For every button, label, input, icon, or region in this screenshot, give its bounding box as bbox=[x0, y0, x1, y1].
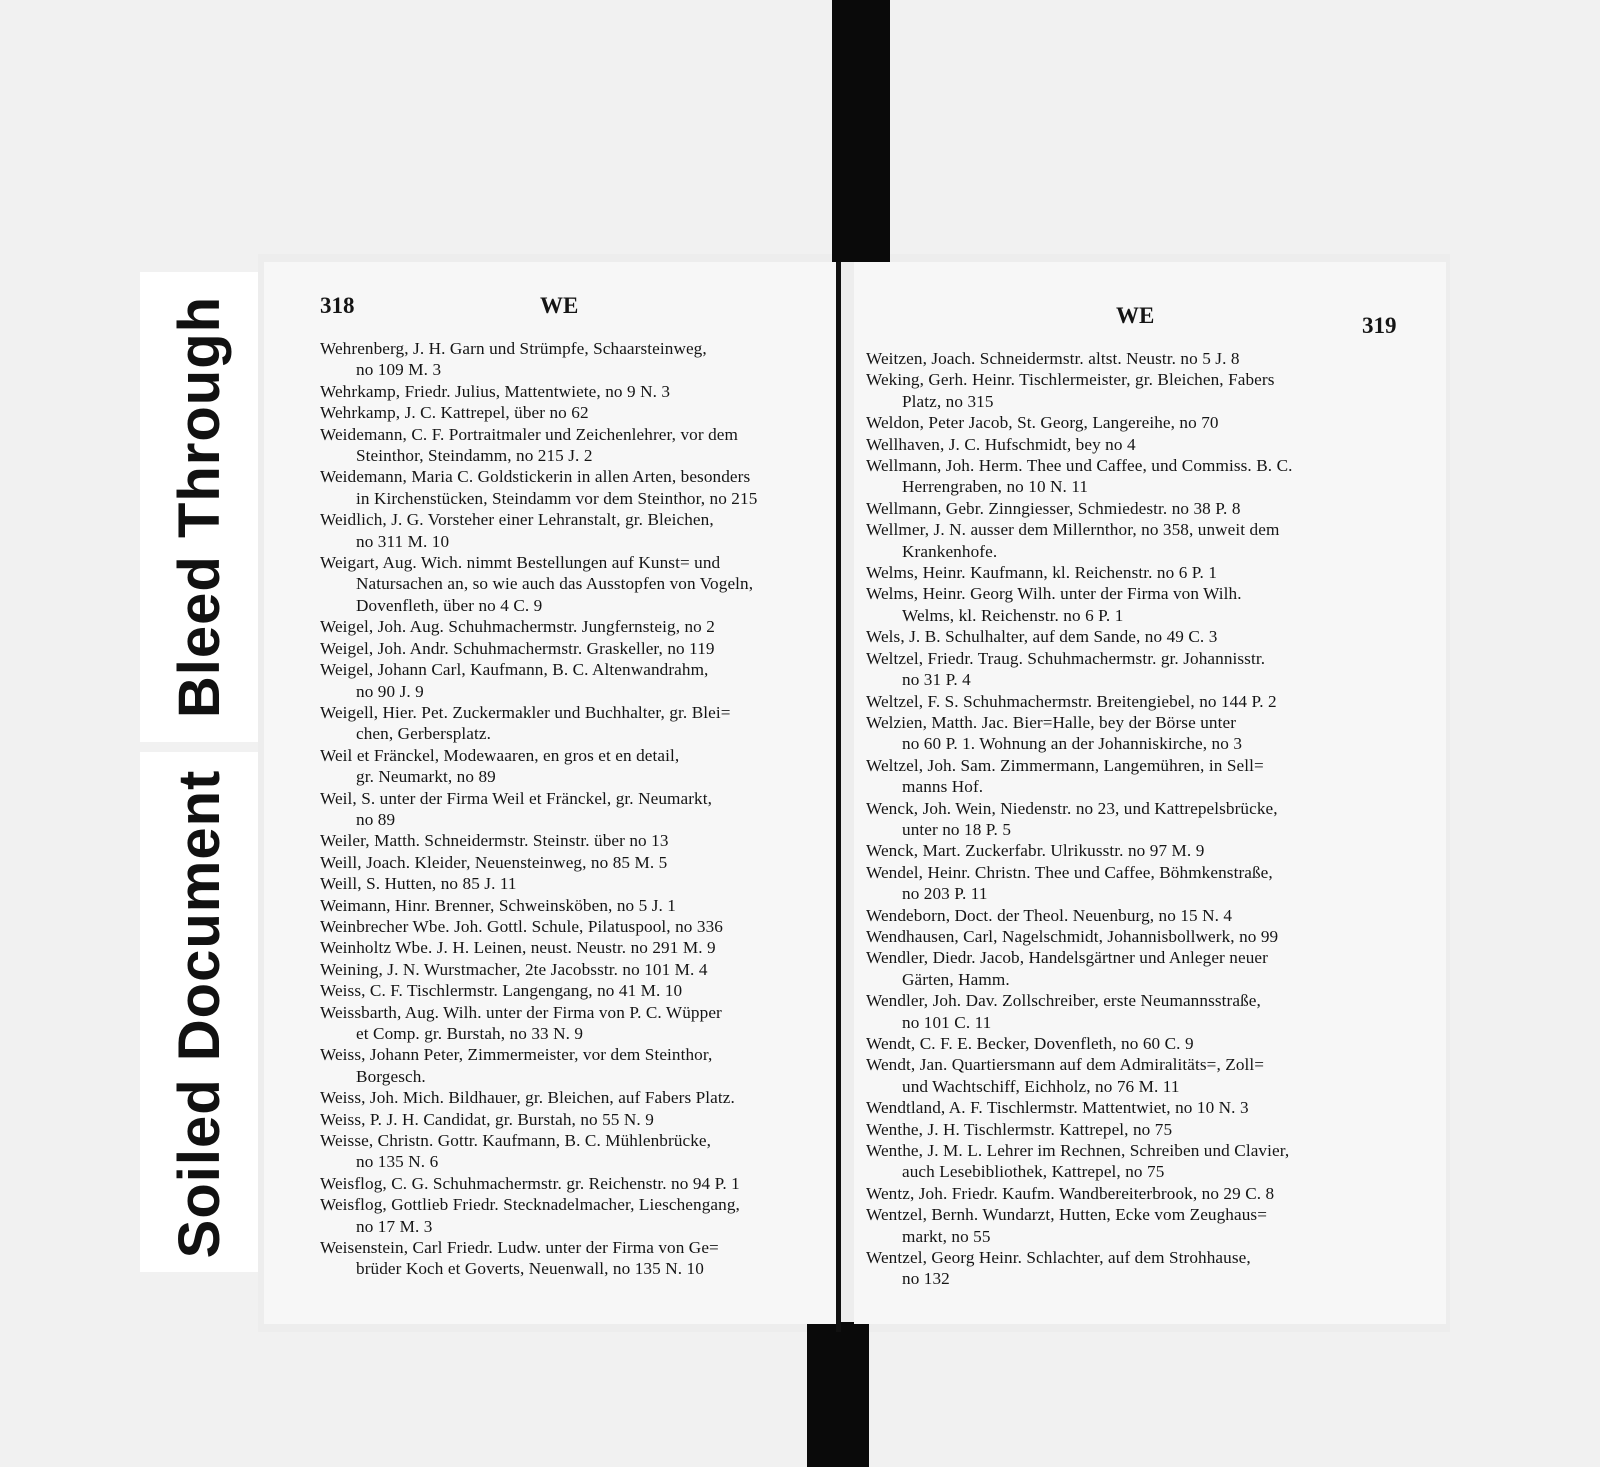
entry-continuation: no 90 J. 9 bbox=[356, 681, 424, 701]
directory-entry bbox=[866, 1097, 1416, 1118]
entry-line: Weimann, Hinr. Brenner, Schweinsköben, no 5 J. 1 bbox=[320, 895, 676, 915]
entry-line: Weil et Fränckel, Modewaaren, en gros et en detail, bbox=[320, 745, 680, 765]
entry-line: Weill, S. Hutten, no 85 J. 11 bbox=[320, 874, 517, 894]
entry-line: Wendt, C. F. E. Becker, Dovenfleth, no 60 C. 9 bbox=[866, 1034, 1194, 1053]
entry-continuation: no 89 bbox=[356, 809, 396, 829]
entry-continuation: no 109 M. 3 bbox=[356, 360, 442, 380]
directory-entry bbox=[866, 1119, 1416, 1140]
directory-entry bbox=[866, 1183, 1416, 1204]
entry-line: Welzien, Matth. Jac. Bier=Halle, bey der Börse unter bbox=[866, 712, 1237, 732]
directory-entry bbox=[320, 659, 830, 702]
directory-entry bbox=[320, 509, 830, 552]
entry-continuation: unter no 18 P. 5 bbox=[902, 819, 1012, 839]
entry-line: Wenthe, J. H. Tischlermstr. Kattrepel, no 75 bbox=[866, 1119, 1173, 1139]
directory-entry bbox=[320, 1044, 830, 1087]
entry-line: Weigart, Aug. Wich. nimmt Bestellungen auf Kunst= und bbox=[320, 553, 721, 573]
entry-line: Weidemann, Maria C. Goldstickerin in allen Arten, besonders bbox=[320, 467, 751, 487]
entry-line: Wentz, Joh. Friedr. Kaufm. Wandbereiterbrook, no 29 C. 8 bbox=[866, 1183, 1275, 1203]
directory-entry bbox=[866, 755, 1416, 798]
directory-entries bbox=[866, 348, 1416, 1290]
directory-entry bbox=[866, 862, 1416, 905]
entry-line: Weinbrecher Wbe. Joh. Gottl. Schule, Pilatuspool, no 336 bbox=[320, 916, 723, 936]
directory-entry bbox=[320, 616, 830, 637]
entry-continuation: gr. Neumarkt, no 89 bbox=[356, 767, 496, 787]
entry-continuation: chen, Gerbersplatz. bbox=[356, 724, 492, 744]
directory-entry bbox=[320, 895, 830, 916]
directory-entry bbox=[320, 830, 830, 851]
directory-entry bbox=[866, 1247, 1416, 1290]
entry-line: Weigel, Johann Carl, Kaufmann, B. C. Altenwandrahm, bbox=[320, 660, 709, 680]
entry-continuation: brüder Koch et Goverts, Neuenwall, no 135 N. 10 bbox=[356, 1259, 704, 1279]
entry-continuation: markt, no 55 bbox=[902, 1226, 991, 1246]
directory-entry bbox=[866, 947, 1416, 990]
entry-continuation: Krankenhofe. bbox=[902, 541, 998, 561]
entry-line: Weiss, C. F. Tischlermstr. Langengang, no 41 M. 10 bbox=[320, 981, 683, 1001]
entry-line: Weldon, Peter Jacob, St. Georg, Langereihe, no 70 bbox=[866, 413, 1219, 433]
entry-continuation: Welms, kl. Reichenstr. no 6 P. 1 bbox=[902, 605, 1124, 625]
entry-continuation: no 17 M. 3 bbox=[356, 1216, 433, 1236]
directory-entry bbox=[866, 990, 1416, 1033]
entry-line: Weil, S. unter der Firma Weil et Fränckel, gr. Neumarkt, bbox=[320, 788, 712, 808]
entry-line: Wehrkamp, J. C. Kattrepel, über no 62 bbox=[320, 403, 589, 423]
entry-continuation: Dovenfleth, über no 4 C. 9 bbox=[356, 595, 543, 615]
entry-line: Weltzel, F. S. Schuhmachermstr. Breitengiebel, no 144 P. 2 bbox=[866, 691, 1277, 711]
entry-line: Weltzel, Friedr. Traug. Schuhmachermstr. gr. Johannisstr. bbox=[866, 648, 1266, 668]
entry-line: Weidlich, J. G. Vorsteher einer Lehranstalt, gr. Bleichen, bbox=[320, 510, 714, 530]
directory-entry bbox=[866, 626, 1416, 647]
entry-line: Weisse, Christn. Gottr. Kaufmann, B. C. Mühlenbrücke, bbox=[320, 1131, 712, 1151]
directory-entry bbox=[866, 348, 1416, 369]
entry-line: Wehrenberg, J. H. Garn und Strümpfe, Schaarsteinweg, bbox=[320, 339, 707, 358]
directory-entries bbox=[320, 338, 830, 1280]
directory-entry bbox=[866, 434, 1416, 455]
entry-continuation: und Wachtschiff, Eichholz, no 76 M. 11 bbox=[902, 1076, 1180, 1096]
directory-entry bbox=[320, 466, 830, 509]
entry-line: Weidemann, C. F. Portraitmaler und Zeichenlehrer, vor dem bbox=[320, 424, 738, 444]
directory-entry bbox=[320, 338, 830, 381]
entry-line: Weisflog, C. G. Schuhmachermstr. gr. Reichenstr. no 94 P. 1 bbox=[320, 1173, 740, 1193]
entry-continuation: Steinthor, Steindamm, no 215 J. 2 bbox=[356, 446, 593, 466]
entry-line: Weiss, Joh. Mich. Bildhauer, gr. Bleichen, auf Fabers Platz. bbox=[320, 1088, 735, 1108]
entry-continuation: no 311 M. 10 bbox=[356, 531, 450, 551]
directory-entry bbox=[320, 1087, 830, 1108]
directory-entry bbox=[866, 712, 1416, 755]
entry-continuation: Gärten, Hamm. bbox=[902, 969, 1010, 989]
entry-line: Weining, J. N. Wurstmacher, 2te Jacobsstr. no 101 M. 4 bbox=[320, 959, 708, 979]
entry-line: Weinholtz Wbe. J. H. Leinen, neust. Neustr. no 291 M. 9 bbox=[320, 938, 716, 958]
directory-entry bbox=[866, 1204, 1416, 1247]
directory-entry bbox=[866, 1054, 1416, 1097]
directory-entry bbox=[866, 926, 1416, 947]
directory-entry bbox=[866, 840, 1416, 861]
entry-line: Weissbarth, Aug. Wilh. unter der Firma von P. C. Wüpper bbox=[320, 1002, 722, 1022]
directory-entry bbox=[866, 798, 1416, 841]
directory-entry bbox=[320, 1173, 830, 1194]
stamp-label-bleed-through bbox=[140, 272, 260, 742]
directory-entry bbox=[320, 1002, 830, 1045]
entry-line: Weisflog, Gottlieb Friedr. Stecknadelmacher, Lieschengang, bbox=[320, 1195, 740, 1215]
directory-entry bbox=[320, 852, 830, 873]
entry-continuation: no 135 N. 6 bbox=[356, 1152, 439, 1172]
directory-entry bbox=[320, 745, 830, 788]
directory-entry bbox=[320, 937, 830, 958]
entry-line: Wellmann, Gebr. Zinngiesser, Schmiedestr. no 38 P. 8 bbox=[866, 498, 1241, 518]
directory-entry bbox=[320, 1130, 830, 1173]
entry-line: Wendler, Diedr. Jacob, Handelsgärtner und Anleger neuer bbox=[866, 948, 1268, 968]
entry-line: Weitzen, Joach. Schneidermstr. altst. Neustr. no 5 J. 8 bbox=[866, 349, 1240, 368]
entry-line: Weiss, Johann Peter, Zimmermeister, vor dem Steinthor, bbox=[320, 1045, 713, 1065]
directory-entry bbox=[866, 583, 1416, 626]
entry-continuation: no 101 C. 11 bbox=[902, 1012, 992, 1032]
entry-line: Wellmer, J. N. ausser dem Millernthor, no 358, unweit dem bbox=[866, 520, 1280, 540]
entry-continuation: auch Lesebibliothek, Kattrepel, no 75 bbox=[902, 1162, 1165, 1182]
directory-entry bbox=[320, 1237, 830, 1280]
directory-entry bbox=[866, 412, 1416, 433]
entry-line: Wentzel, Bernh. Wundarzt, Hutten, Ecke vom Zeughaus= bbox=[866, 1205, 1268, 1225]
directory-entry bbox=[320, 980, 830, 1001]
entry-line: Wenthe, J. M. L. Lehrer im Rechnen, Schreiben und Clavier, bbox=[866, 1141, 1290, 1161]
directory-entry bbox=[866, 455, 1416, 498]
entry-line: Weigel, Joh. Andr. Schuhmachermstr. Graskeller, no 119 bbox=[320, 638, 715, 658]
entry-line: Weiss, P. J. H. Candidat, gr. Burstah, no 55 N. 9 bbox=[320, 1109, 654, 1129]
entry-continuation: no 203 P. 11 bbox=[902, 884, 988, 904]
page-gutter bbox=[836, 262, 841, 1332]
directory-entry bbox=[866, 691, 1416, 712]
entry-line: Wendtland, A. F. Tischlermstr. Mattentwiet, no 10 N. 3 bbox=[866, 1098, 1249, 1118]
right-page bbox=[854, 262, 1446, 1324]
entry-line: Weill, Joach. Kleider, Neuensteinweg, no 85 M. 5 bbox=[320, 852, 668, 872]
directory-entry bbox=[320, 638, 830, 659]
entry-line: Weiler, Matth. Schneidermstr. Steinstr. über no 13 bbox=[320, 831, 669, 851]
binding-strip-top bbox=[832, 0, 890, 262]
directory-entry bbox=[866, 648, 1416, 691]
stamp-text-soiled-document: Soiled Document bbox=[167, 769, 232, 1259]
directory-entry bbox=[320, 916, 830, 937]
directory-entry bbox=[320, 381, 830, 402]
entry-continuation: Natursachen an, so wie auch das Ausstopfen von Vogeln, bbox=[356, 574, 754, 594]
page-number: 319 bbox=[1362, 313, 1397, 338]
binding-strip-bottom bbox=[807, 1322, 869, 1467]
entry-line: Weltzel, Joh. Sam. Zimmermann, Langemühren, in Sell= bbox=[866, 755, 1264, 775]
directory-entry bbox=[320, 1109, 830, 1130]
entry-continuation: no 132 bbox=[902, 1269, 950, 1289]
directory-entry bbox=[866, 1033, 1416, 1054]
entry-line: Wellhaven, J. C. Hufschmidt, bey no 4 bbox=[866, 434, 1136, 454]
left-page bbox=[264, 262, 840, 1324]
directory-entry bbox=[866, 1140, 1416, 1183]
entry-line: Wendeborn, Doct. der Theol. Neuenburg, no 15 N. 4 bbox=[866, 905, 1233, 925]
entry-line: Wenck, Joh. Wein, Niedenstr. no 23, und Kattrepelsbrücke, bbox=[866, 798, 1278, 818]
entry-line: Welms, Heinr. Georg Wilh. unter der Firma von Wilh. bbox=[866, 584, 1242, 604]
entry-line: Weking, Gerh. Heinr. Tischlermeister, gr. Bleichen, Fabers bbox=[866, 370, 1275, 390]
page-header: WE bbox=[1116, 303, 1155, 328]
entry-line: Wendler, Joh. Dav. Zollschreiber, erste Neumannsstraße, bbox=[866, 991, 1261, 1011]
entry-continuation: Herrengraben, no 10 N. 11 bbox=[902, 477, 1089, 497]
entry-line: Wendel, Heinr. Christn. Thee und Caffee, Böhmkenstraße, bbox=[866, 862, 1273, 882]
entry-line: Wels, J. B. Schulhalter, auf dem Sande, no 49 C. 3 bbox=[866, 627, 1218, 647]
stamp-text-bleed-through: Bleed Through bbox=[167, 295, 232, 719]
directory-entry bbox=[866, 498, 1416, 519]
entry-continuation: in Kirchenstücken, Steindamm vor dem Steinthor, no 215 bbox=[356, 488, 758, 508]
directory-entry bbox=[320, 424, 830, 467]
entry-line: Weigel, Joh. Aug. Schuhmachermstr. Jungfernsteig, no 2 bbox=[320, 617, 715, 637]
directory-entry bbox=[866, 562, 1416, 583]
directory-entry bbox=[320, 702, 830, 745]
directory-entry bbox=[320, 1194, 830, 1237]
entry-continuation: manns Hof. bbox=[902, 777, 984, 797]
entry-line: Weigell, Hier. Pet. Zuckermakler und Buchhalter, gr. Blei= bbox=[320, 702, 731, 722]
directory-entry bbox=[320, 873, 830, 894]
entry-continuation: Borgesch. bbox=[356, 1066, 426, 1086]
page-number: 318 bbox=[320, 293, 355, 318]
directory-entry bbox=[320, 402, 830, 423]
entry-line: Wendhausen, Carl, Nagelschmidt, Johannisbollwerk, no 99 bbox=[866, 926, 1279, 946]
directory-entry bbox=[866, 369, 1416, 412]
entry-line: Wenck, Mart. Zuckerfabr. Ulrikusstr. no 97 M. 9 bbox=[866, 841, 1205, 861]
stamp-label-soiled-document bbox=[140, 752, 260, 1272]
directory-entry bbox=[320, 552, 830, 616]
entry-line: Wehrkamp, Friedr. Julius, Mattentwiete, no 9 N. 3 bbox=[320, 381, 671, 401]
entry-line: Wentzel, Georg Heinr. Schlachter, auf dem Strohhause, bbox=[866, 1248, 1251, 1268]
entry-line: Wellmann, Joh. Herm. Thee und Caffee, und Commiss. B. C. bbox=[866, 456, 1293, 476]
entry-continuation: Platz, no 315 bbox=[902, 391, 994, 411]
entry-line: Welms, Heinr. Kaufmann, kl. Reichenstr. no 6 P. 1 bbox=[866, 563, 1218, 583]
entry-line: Wendt, Jan. Quartiersmann auf dem Admiralitäts=, Zoll= bbox=[866, 1055, 1265, 1075]
directory-entry bbox=[866, 519, 1416, 562]
entry-continuation: et Comp. gr. Burstah, no 33 N. 9 bbox=[356, 1024, 584, 1043]
entry-line: Weisenstein, Carl Friedr. Ludw. unter der Firma von Ge= bbox=[320, 1238, 719, 1258]
entry-continuation: no 60 P. 1. Wohnung an der Johanniskirche, no 3 bbox=[902, 734, 1243, 754]
directory-entry bbox=[866, 905, 1416, 926]
directory-entry bbox=[320, 788, 830, 831]
directory-entry bbox=[320, 959, 830, 980]
page-header: WE bbox=[540, 293, 579, 318]
entry-continuation: no 31 P. 4 bbox=[902, 670, 971, 690]
